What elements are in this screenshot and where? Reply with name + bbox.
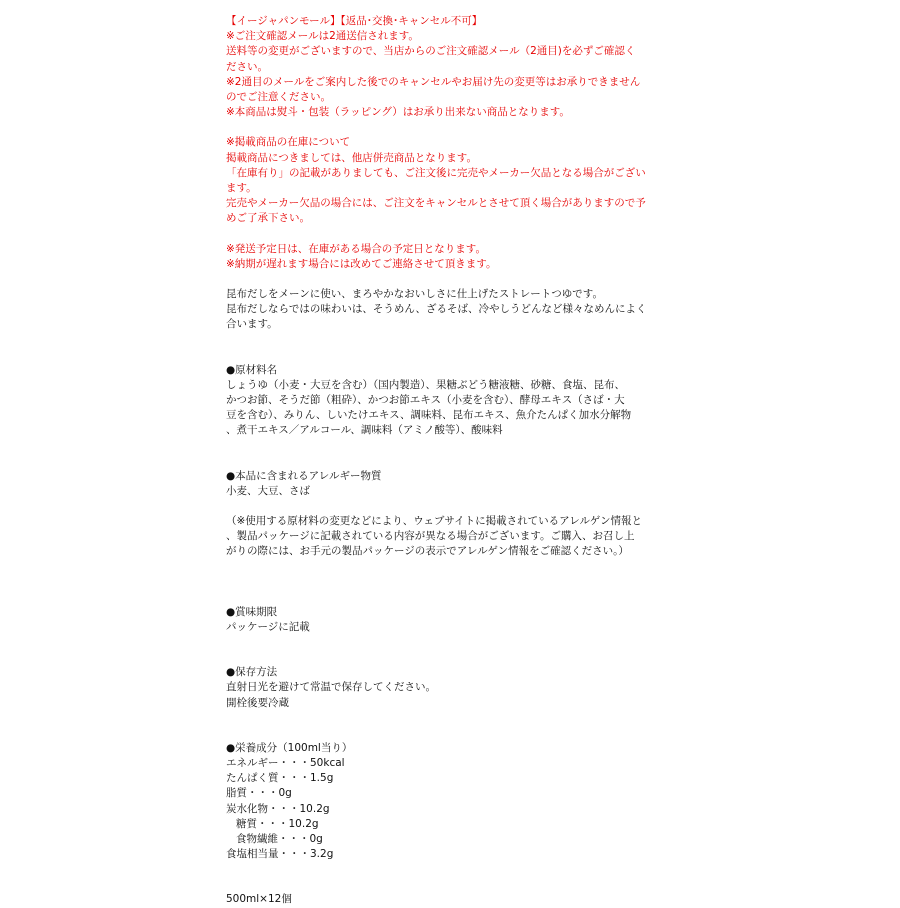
stock-line: ※掲載商品の在庫について: [226, 136, 351, 149]
stock-line: ます。: [226, 182, 257, 195]
allergy-note-line: 、製品パッケージに記載されている内容が異なる場合がございます。ご購入、お召し上: [226, 530, 635, 543]
notice-section: [226, 14, 656, 120]
storage-line: 直射日光を避けて常温で保存してください。: [226, 681, 436, 694]
nutrition-row: エネルギー・・・50kcal: [226, 756, 345, 769]
stock-line: めご了承下さい。: [226, 212, 310, 225]
ingredients-line: 豆を含む）、みりん、しいたけエキス、調味料、昆布エキス、魚介たんぱく加水分解物: [226, 409, 632, 422]
expiry-line: パッケージに記載: [226, 620, 310, 633]
ingredients-section: [226, 363, 656, 439]
ingredients-heading: ●原材料名: [226, 363, 278, 376]
nutrition-row: たんぱく質・・・1.5g: [226, 772, 334, 785]
description-section: [226, 287, 656, 333]
stock-line: 完売やメーカー欠品の場合には、ご注文をキャンセルとさせて頂く場合がありますので予: [226, 197, 646, 210]
storage-section: [226, 665, 656, 711]
nutrition-row: 食塩相当量・・・3.2g: [226, 848, 334, 861]
notice-line: 【イージャパンモール】【返品･交換･キャンセル不可】: [226, 15, 483, 27]
spacer: [226, 711, 656, 741]
allergy-heading: ●本品に含まれるアレルギー物質: [226, 469, 382, 482]
ingredients-line: しょうゆ（小麦・大豆を含む）（国内製造）、果糖ぶどう糖液糖、砂糖、食塩、昆布、: [226, 378, 625, 391]
nutrition-row: 炭水化物・・・10.2g: [226, 802, 330, 815]
stock-line: 「在庫有り」の記載がありましても、ご注文後に完売やメーカー欠品となる場合がござい: [226, 166, 646, 179]
spacer: [226, 635, 656, 665]
notice-line: ださい。: [226, 60, 268, 73]
spacer: [226, 560, 656, 605]
allergy-note-line: （※使用する原材料の変更などにより、ウェブサイトに掲載されているアレルゲン情報と: [226, 515, 643, 528]
shipping-section: [226, 242, 656, 272]
notice-line: 送料等の変更がございますので、当店からのご注文確認メール（2通目)を必ずご確認く: [226, 45, 636, 58]
nutrition-heading: ●栄養成分（100ml当り）: [226, 741, 353, 754]
shipping-line: ※納期が遅れます場合には改めてご連絡させて頂きます。: [226, 257, 497, 270]
expiry-section: [226, 605, 656, 635]
nutrition-section: [226, 741, 656, 863]
ingredients-line: 、煮干エキス／アルコール、調味料（アミノ酸等）、酸味料: [226, 424, 503, 437]
notice-line: ※本商品は熨斗・包装（ラッピング）はお承り出来ない商品となります。: [226, 106, 570, 119]
storage-line: 開栓後要冷蔵: [226, 696, 289, 709]
allergy-line: 小麦、大豆、さば: [226, 484, 310, 497]
storage-heading: ●保存方法: [226, 666, 278, 679]
notice-line: ※2通目のメールをご案内した後でのキャンセルやお届け先の変更等はお承りできません: [226, 75, 641, 88]
spacer: [226, 227, 656, 242]
spacer: [226, 120, 656, 135]
description-line: 昆布だしをメーンに使い、まろやかなおいしさに仕上げたストレートつゆです。: [226, 288, 603, 301]
ingredients-line: かつお節、そうだ節（粗砕）、かつお節エキス（小麦を含む）、酵母エキス（さば・大: [226, 394, 625, 407]
spacer: [226, 439, 656, 469]
nutrition-row: 脂質・・・0g: [226, 787, 292, 800]
description-line: 合います。: [226, 318, 278, 331]
notice-line: のでご注意ください。: [226, 91, 331, 104]
product-description: [226, 14, 656, 908]
allergy-section: [226, 469, 656, 560]
spacer: [226, 499, 656, 514]
spacer: [226, 862, 656, 892]
shipping-line: ※発送予定日は、在庫がある場合の予定日となります。: [226, 242, 486, 255]
allergy-note-line: がりの際には、お手元の製品パッケージの表示でアレルゲン情報をご確認ください。）: [226, 545, 629, 558]
expiry-heading: ●賞味期限: [226, 605, 278, 618]
nutrition-row: 糖質・・・10.2g: [236, 817, 319, 830]
spacer: [226, 272, 656, 287]
stock-line: 掲載商品につきましては、他店併売商品となります。: [226, 151, 477, 164]
nutrition-row: 食物繊維・・・0g: [236, 832, 323, 845]
notice-line: ※ご注文確認メールは2通送信されます。: [226, 30, 419, 43]
package-size: 500ml×12個: [226, 893, 292, 906]
description-line: 昆布だしならではの味わいは、そうめん、ざるそば、冷やしうどんなど様々なめんによく: [226, 303, 647, 316]
stock-section: [226, 135, 656, 226]
spacer: [226, 333, 656, 363]
